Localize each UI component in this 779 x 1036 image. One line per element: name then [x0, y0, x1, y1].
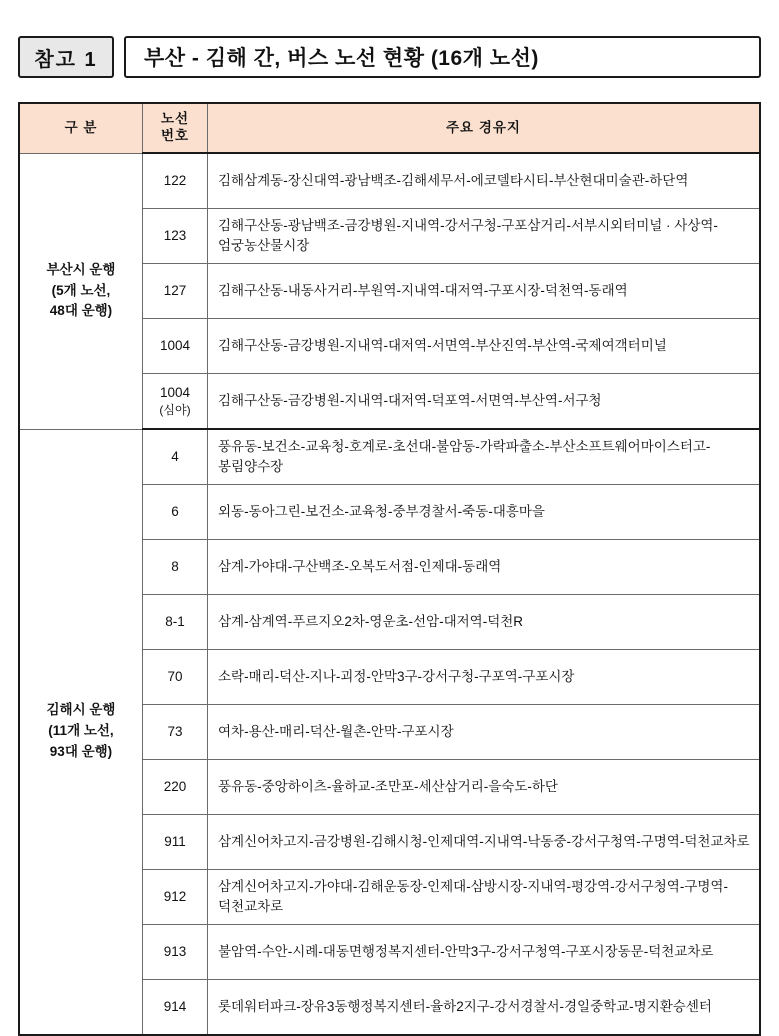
route-number: 1004	[143, 319, 208, 374]
route-number: 911	[143, 815, 208, 870]
reference-badge: 참고 1	[18, 36, 114, 78]
route-stops: 풍유동-보건소-교육청-호계로-초선대-불암동-가락파출소-부산소프트웨어마이스터고-봉림양수장	[208, 429, 761, 485]
group-label-busan	[19, 153, 143, 429]
table-header-row	[19, 103, 760, 153]
group-label-gimhae	[19, 429, 143, 1035]
route-stops: 삼계신어차고지-금강병원-김해시청-인제대역-지내역-낙동중-강서구청역-구명역-덕천교차로	[208, 815, 761, 870]
column-header-route-number-line1: 노선	[160, 111, 190, 127]
column-header-route-number-line2: 번호	[160, 128, 190, 143]
route-stops: 김해구산동-금강병원-지내역-대저역-덕포역-서면역-부산역-서구청	[208, 374, 761, 430]
table-header	[19, 103, 760, 153]
route-stops: 삼계신어차고지-가야대-김해운동장-인제대-삼방시장-지내역-평강역-강서구청역-구명역-덕천교차로	[208, 870, 761, 925]
route-number: 127	[143, 264, 208, 319]
route-number: 220	[143, 760, 208, 815]
route-number-note: (심야)	[159, 403, 191, 418]
page-title: 부산 - 김해 간, 버스 노선 현황 (16개 노선)	[124, 36, 761, 78]
group-label-gimhae-line1: 김해시 운행	[46, 702, 116, 718]
route-number: 6	[143, 485, 208, 540]
route-number: 73	[143, 705, 208, 760]
bus-route-table	[18, 102, 761, 1036]
route-number: 8-1	[143, 595, 208, 650]
table-body	[19, 153, 760, 1035]
route-number: 913	[143, 925, 208, 980]
group-label-busan-line1: 부산시 운행	[46, 261, 116, 277]
document-page	[0, 36, 779, 1015]
document-header	[18, 36, 761, 78]
column-header-route-number	[143, 103, 208, 153]
table-row	[19, 429, 760, 485]
route-number: 70	[143, 650, 208, 705]
route-stops: 김해구산동-내동사거리-부원역-지내역-대저역-구포시장-덕천역-동래역	[208, 264, 761, 319]
route-number: 8	[143, 540, 208, 595]
route-stops: 김해구산동-광남백조-금강병원-지내역-강서구청-구포삼거리-서부시외터미널 · 사상역-엄궁농산물시장	[208, 209, 761, 264]
route-stops: 삼계-가야대-구산백조-오복도서점-인제대-동래역	[208, 540, 761, 595]
route-number: 4	[143, 429, 208, 485]
route-number: 914	[143, 980, 208, 1036]
column-header-main-stops: 주요 경유지	[208, 103, 761, 153]
route-stops: 불암역-수안-시례-대동면행정복지센터-안막3구-강서구청역-구포시장동문-덕천교차로	[208, 925, 761, 980]
route-stops: 롯데워터파크-장유3동행정복지센터-율하2지구-강서경찰서-경일중학교-명지환승센터	[208, 980, 761, 1036]
group-label-gimhae-line3: 93대 운행)	[49, 744, 113, 760]
group-label-busan-line3: 48대 운행)	[49, 303, 113, 319]
route-stops: 김해구산동-금강병원-지내역-대저역-서면역-부산진역-부산역-국제여객터미널	[208, 319, 761, 374]
table-row	[19, 153, 760, 209]
route-stops: 김해삼계동-장신대역-광남백조-김해세무서-에코델타시티-부산현대미술관-하단역	[208, 153, 761, 209]
group-label-busan-line2: (5개 노선,	[51, 282, 111, 298]
route-stops: 삼계-삼계역-푸르지오2차-영운초-선암-대저역-덕천R	[208, 595, 761, 650]
group-label-gimhae-line2: (11개 노선,	[48, 723, 114, 739]
route-number: 123	[143, 209, 208, 264]
route-stops: 소락-매리-덕산-지나-괴정-안막3구-강서구청-구포역-구포시장	[208, 650, 761, 705]
route-number: 122	[143, 153, 208, 209]
column-header-division: 구 분	[19, 103, 143, 153]
route-stops: 풍유동-중앙하이츠-율하교-조만포-세산삼거리-을숙도-하단	[208, 760, 761, 815]
route-number-main: 1004	[159, 384, 191, 400]
route-stops: 외동-동아그린-보건소-교육청-중부경찰서-죽동-대흥마을	[208, 485, 761, 540]
route-number: 912	[143, 870, 208, 925]
route-number	[143, 374, 208, 430]
route-stops: 여차-용산-매리-덕산-월촌-안막-구포시장	[208, 705, 761, 760]
